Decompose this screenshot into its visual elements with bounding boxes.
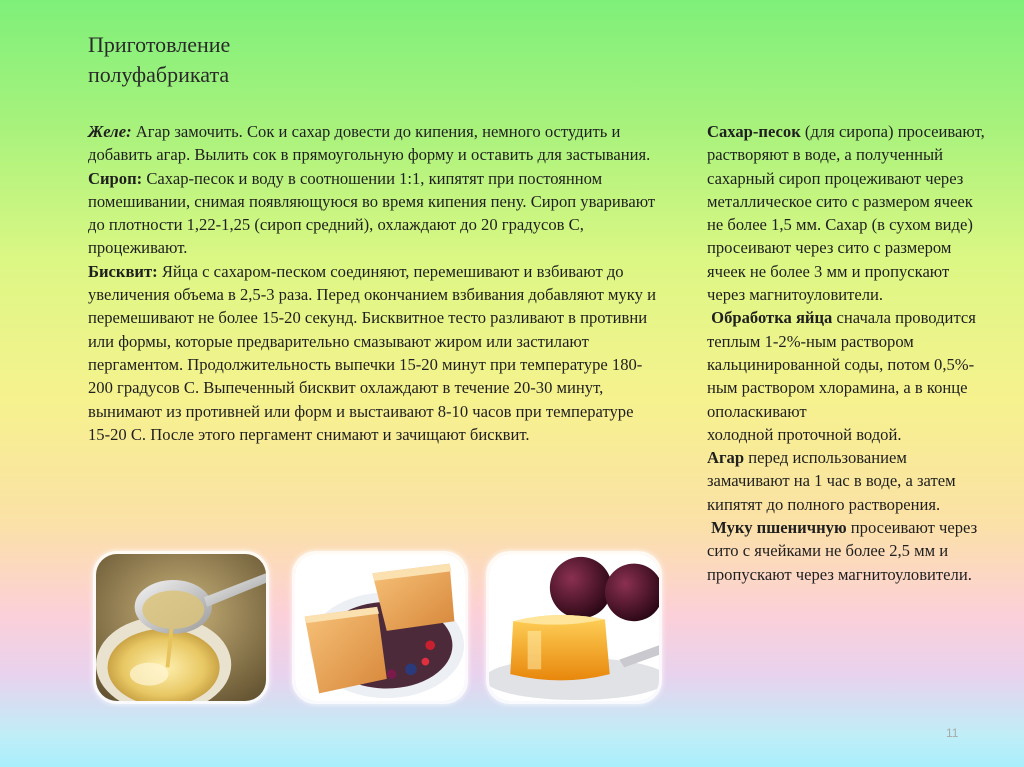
left-text-column: [88, 120, 658, 446]
biscuit-paragraph: [88, 260, 658, 446]
jelly-label: Желе:: [88, 122, 132, 141]
sugar-label: Сахар-песок: [707, 122, 801, 141]
sponge-cake-berries-photo: [292, 551, 468, 704]
syrup-text: Сахар-песок и воду в соотношении 1:1, кипятят при постоянном помешивании, снимая появляющуюся во время кипения пену. Сироп уваривают до плотности 1,22-1,25 (сироп средний), охлаждают до 20 градусов С, процеживают.: [88, 168, 656, 258]
sugar-text: (для сиропа) просеивают, растворяют в воде, а полученный сахарный сироп процеживают через металлическое сито с размером ячеек не более 1,5 мм. Сахар (в сухом виде) просеивают через сито с размером ячеек не более 3 мм и пропускают через магнитоуловители.: [707, 122, 985, 305]
egg-paragraph: [707, 306, 989, 422]
page-number: 11: [946, 726, 959, 740]
sugar-paragraph: [707, 120, 989, 306]
orange-jelly-plums-photo: [486, 551, 662, 704]
jelly-text: Агар замочить. Сок и сахар довести до кипения, немного остудить и добавить агар. Вылить сок в прямоугольную форму и оставить для застывания.: [88, 122, 651, 165]
syrup-label: Сироп:: [88, 168, 143, 188]
title-line-1: Приготовление: [88, 32, 231, 57]
biscuit-label: Бисквит:: [88, 261, 158, 281]
egg-text: сначала проводится теплым 1-2%-ным раствором кальцинированной соды, потом 0,5%-ным раствором хлорамина, а в конце ополаскивают: [707, 308, 976, 421]
syrup-paragraph: [88, 167, 658, 260]
jelly-paragraph: [88, 120, 658, 167]
egg-label: Обработка яйца: [711, 308, 833, 328]
agar-label: Агар: [707, 448, 745, 468]
honey-syrup-spoon-photo: [93, 551, 269, 704]
agar-text: перед использованием замачивают на 1 час в воде, а затем кипятят до полного растворения.: [707, 448, 956, 514]
right-text-column: [707, 120, 989, 586]
egg-paragraph-cont: холодной проточной водой.: [707, 424, 902, 444]
flour-paragraph: [707, 516, 989, 586]
biscuit-text: Яйца с сахаром-песком соединяют, перемешивают и взбивают до увеличения объема в 2,5-3 раза. Перед окончанием взбивания добавляют муку и перемешивают не более 15-20 секунд. Бисквитное тесто разливают в противни или формы, которые предварительно смазывают жиром или застилают пергаментом. Продолжительность выпечки 15-20 минут при температуре 180-200 градусов С. Выпеченный бисквит охлаждают в течение 20-30 минут, вынимают из противней или форм и выстаивают 8-10 часов при температуре 15-20 С. После этого пергамент снимают и зачищают бисквит.: [88, 261, 656, 444]
flour-text: просеивают через сито с ячейками не более 2,5 мм и пропускают через магнитоуловители.: [707, 518, 978, 584]
flour-label: Муку пшеничную: [711, 518, 847, 538]
title-line-2: полуфабриката: [88, 62, 230, 87]
slide-title: [88, 30, 388, 90]
agar-paragraph: [707, 446, 989, 516]
